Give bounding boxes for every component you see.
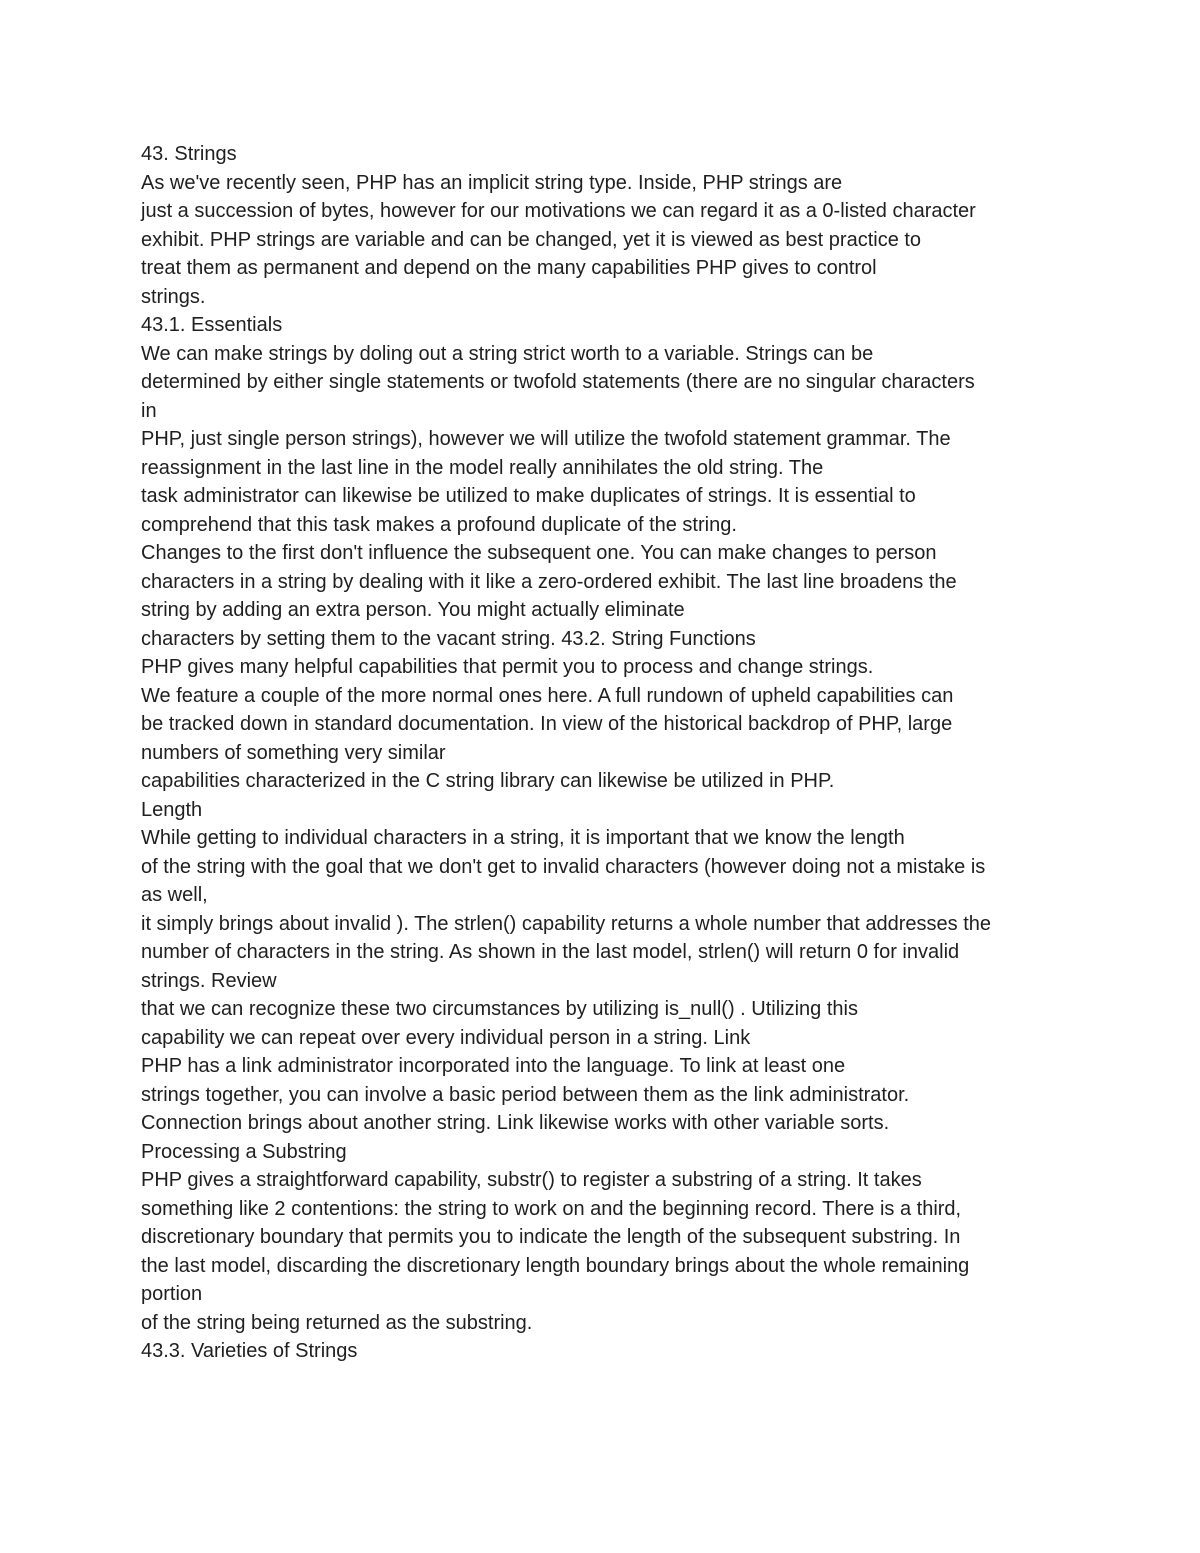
text-line: strings.: [141, 285, 206, 308]
text-line: Connection brings about another string. Link likewise works with other variable sorts.: [141, 1112, 890, 1134]
section-heading-strings: 43. Strings: [141, 143, 237, 165]
text-line: be tracked down in standard documentation. In view of the historical backdrop of PHP, large: [141, 713, 953, 735]
text-line: task administrator can likewise be utilized to make duplicates of strings. It is essential to: [141, 485, 916, 507]
text-line: in: [141, 399, 157, 422]
text-line: We feature a couple of the more normal ones here. A full rundown of upheld capabilities can: [141, 684, 954, 707]
text-line: exhibit. PHP strings are variable and can be changed, yet it is viewed as best practice to: [141, 228, 922, 251]
text-line: Changes to the first don't influence the subsequent one. You can make changes to person: [141, 542, 937, 564]
text-line: capabilities characterized in the C string library can likewise be utilized in PHP.: [141, 770, 835, 792]
text-line: of the string with the goal that we don't get to invalid characters (however doing not a mistake is: [141, 855, 986, 878]
text-line: number of characters in the string. As shown in the last model, strlen() will return 0 for invalid: [141, 941, 960, 963]
text-line: portion: [141, 1283, 203, 1305]
text-line: that we can recognize these two circumstances by utilizing is_null() . Utilizing this: [141, 998, 858, 1020]
text-line: strings together, you can involve a basic period between them as the link administrator.: [141, 1083, 910, 1106]
text-line: PHP has a link administrator incorporated into the language. To link at least one: [141, 1055, 846, 1077]
text-line: characters in a string by dealing with it like a zero-ordered exhibit. The last line broadens the: [141, 570, 957, 593]
text-line: determined by either single statements or twofold statements (there are no singular characters: [141, 371, 975, 393]
text-line: We can make strings by doling out a string strict worth to a variable. Strings can be: [141, 342, 874, 365]
section-heading-length: Length: [141, 798, 203, 821]
text-line: treat them as permanent and depend on the many capabilities PHP gives to control: [141, 257, 877, 279]
text-line: of the string being returned as the substring.: [141, 1311, 533, 1334]
text-line: characters by setting them to the vacant string. 43.2. String Functions: [141, 627, 756, 650]
text-line: numbers of something very similar: [141, 741, 446, 764]
text-line: just a succession of bytes, however for our motivations we can regard it as a 0-listed character: [141, 200, 976, 222]
document-body: [141, 140, 1141, 1366]
section-heading-essentials: 43.1. Essentials: [141, 314, 283, 336]
text-line: PHP gives many helpful capabilities that permit you to process and change strings.: [141, 656, 874, 678]
text-line: PHP, just single person strings), however we will utilize the twofold statement grammar. The: [141, 428, 951, 450]
text-line: capability we can repeat over every individual person in a string. Link: [141, 1026, 751, 1049]
text-line: string by adding an extra person. You might actually eliminate: [141, 599, 685, 621]
text-line: As we've recently seen, PHP has an implicit string type. Inside, PHP strings are: [141, 171, 843, 194]
text-line: PHP gives a straightforward capability, substr() to register a substring of a string. It takes: [141, 1169, 922, 1191]
text-line: reassignment in the last line in the model really annihilates the old string. The: [141, 456, 824, 479]
text-line: While getting to individual characters in a string, it is important that we know the length: [141, 827, 905, 849]
text-line: something like 2 contentions: the string to work on and the beginning record. There is a third,: [141, 1197, 962, 1220]
text-line: it simply brings about invalid ). The strlen() capability returns a whole number that addresses the: [141, 912, 992, 935]
section-heading-substring: Processing a Substring: [141, 1140, 347, 1163]
text-line: strings. Review: [141, 969, 277, 992]
section-heading-varieties: 43.3. Varieties of Strings: [141, 1340, 358, 1362]
text-line: discretionary boundary that permits you to indicate the length of the subsequent substring. In: [141, 1226, 961, 1248]
text-line: comprehend that this task makes a profound duplicate of the string.: [141, 513, 737, 536]
text-line: the last model, discarding the discretionary length boundary brings about the whole remaining: [141, 1254, 970, 1277]
text-line: as well,: [141, 884, 208, 906]
